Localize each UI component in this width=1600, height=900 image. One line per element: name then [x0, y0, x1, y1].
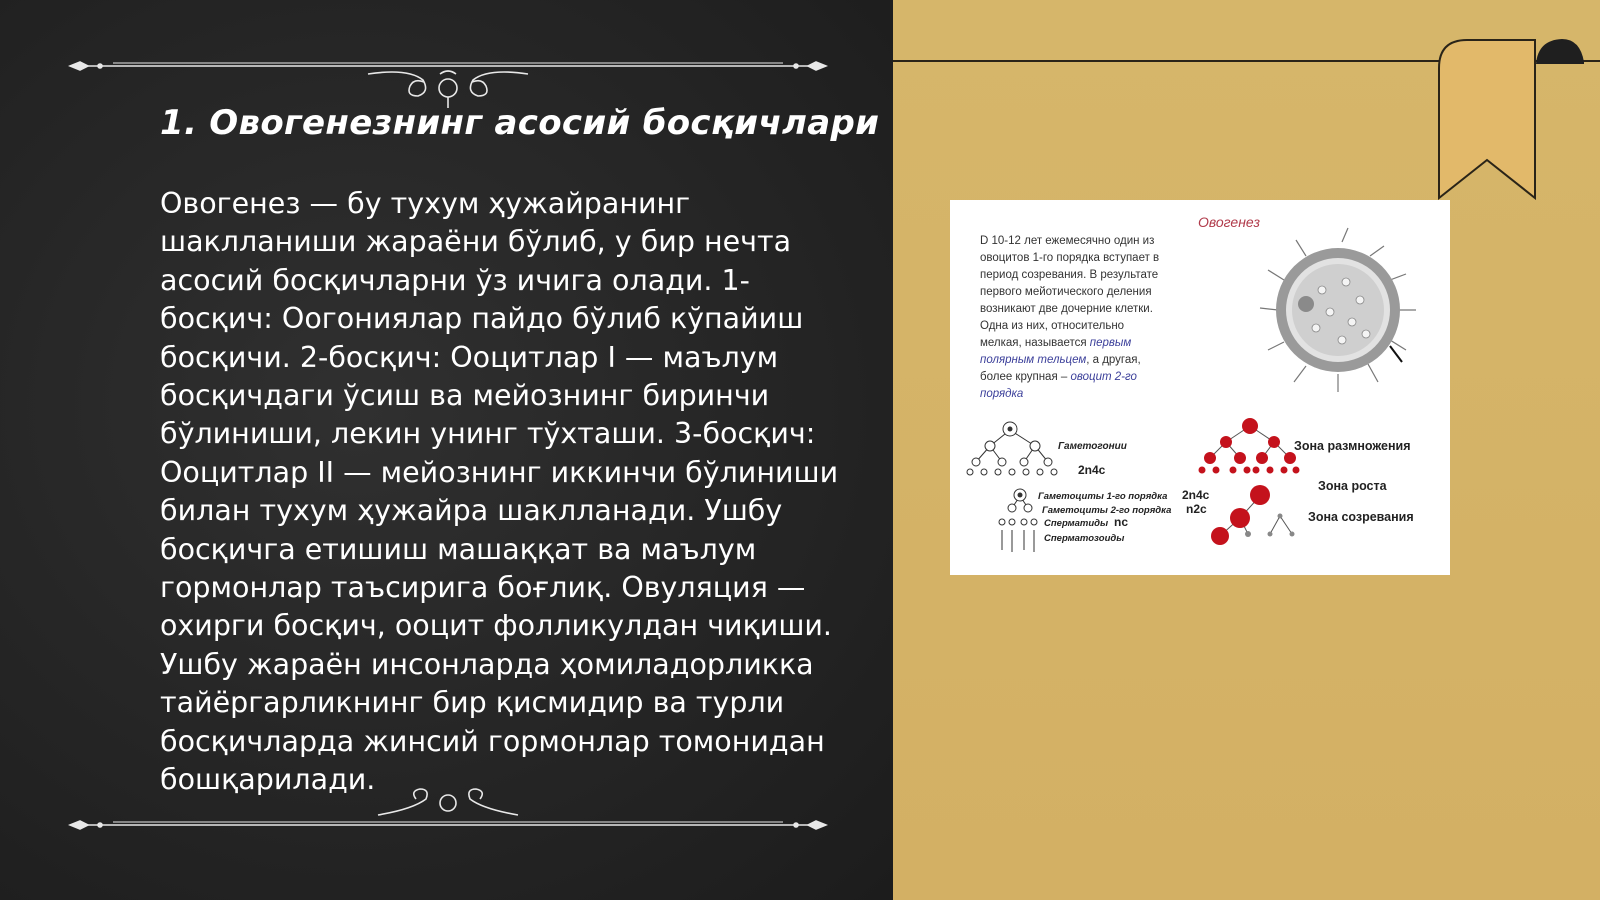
oocyte-cell-illustration — [1260, 228, 1416, 392]
label-formula: 2n4c — [1182, 488, 1210, 502]
slide-body-text: Овогенез — бу тухум ҳужайранинг шаклланиши жараёни бўлиб, у бир нечта асосий босқичларни ўз ичига олади. 1-босқич: Оогониялар пайдо бўлиб кўпайиш босқичи. 2-босқич: Ооцитлар I — маълум босқичдаги ўсиш ва мейознинг биринчи бўлиниши, лекин унинг тўхташи. 3-босқич: Ооцитлар II — мейознинг иккинчи бўлиниши билан тухум ҳужайра шаклланади. Ушбу босқичга етишиш машаққат ва маълум гормонлар таъсирига боғлиқ. Овуляция — охирги босқич, ооцит фолликулдан чиқиши. Ушбу жараён инсонларда ҳомиладорликка тайёргарликнинг бир қисмидир ва турли босқичларда жинсий гормонлар томонидан бошқарилади. — [160, 187, 839, 797]
bottom-ornament-divider — [68, 785, 828, 845]
oogenesis-red-cells — [1199, 418, 1300, 545]
ribbon-curl-icon — [1534, 36, 1586, 66]
ovogenesis-diagram-image — [950, 200, 1450, 575]
figure-paragraph-line: более крупная – овоцит 2-го — [980, 371, 1137, 383]
figure-paragraph-line: D 10-12 лет ежемесячно один из — [980, 235, 1155, 247]
figure-paragraph-line: мелкая, называется первым — [980, 337, 1132, 349]
figure-paragraph-line: овоцитов 1-го порядка вступает в — [980, 252, 1160, 264]
figure-paragraph-line: полярным тельцем, а другая, — [980, 354, 1141, 366]
label-spermatozoa: Сперматозоиды — [1044, 533, 1125, 544]
figure-paragraph-line: возникают две дочерние клетки. — [980, 303, 1153, 315]
label-formula: nc — [1114, 515, 1129, 529]
ovogenesis-diagram — [950, 200, 1450, 575]
figure-paragraph-line: первого мейотического деления — [980, 286, 1152, 298]
label-gametocytes-1: Гаметоциты 1-го порядка — [1038, 491, 1168, 502]
figure-paragraph-line: Одна из них, относительно — [980, 320, 1125, 332]
label-zone-maturation: Зона созревания — [1308, 510, 1414, 524]
figure-paragraph-line: порядка — [980, 388, 1024, 400]
bookmark-ribbon-icon — [1437, 38, 1537, 200]
top-ornament-divider — [68, 50, 828, 110]
label-gametogonia: Гаметогонии — [1058, 441, 1127, 452]
slide-title: 1. Овогенезнинг асосий босқичлари — [160, 103, 880, 143]
figure-paragraph-line: период созревания. В результате — [980, 269, 1159, 281]
figure-heading: Овогенез — [1198, 214, 1261, 230]
label-gametocytes-2: Гаметоциты 2-го порядка — [1042, 505, 1172, 516]
label-spermatids: Сперматиды — [1044, 518, 1109, 529]
label-formula: n2c — [1186, 502, 1207, 516]
label-zone-growth: Зона роста — [1318, 479, 1387, 493]
label-formula: 2n4c — [1078, 463, 1106, 477]
label-zone-reproduction: Зона размножения — [1294, 439, 1411, 453]
